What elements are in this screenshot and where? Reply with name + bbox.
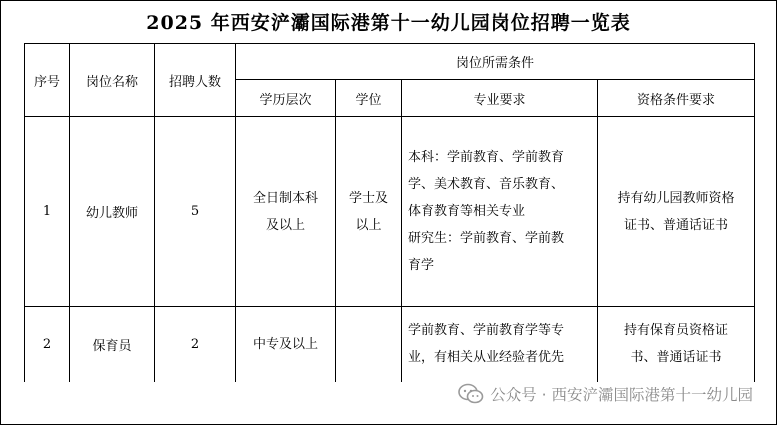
text-line: 持有幼儿园教师资格: [617, 190, 735, 206]
text-line: 研究生：学前教育、学前教: [408, 231, 565, 246]
header-requirements-group: 岗位所需条件: [236, 44, 755, 80]
row-index: 2: [25, 307, 70, 382]
header-degree: 学位: [336, 80, 402, 117]
wechat-icon: [458, 383, 484, 405]
row-index: 1: [25, 117, 70, 307]
text-line: 全日制本科: [252, 190, 318, 206]
text-line: 育学: [408, 258, 435, 273]
text-line: 学前教育、学前教育学等专: [408, 323, 565, 339]
text-line: 学士及: [348, 190, 388, 206]
text-line: 体育教育等相关专业: [408, 204, 526, 219]
text-line: 学、美术教育、音乐教育、: [408, 177, 565, 192]
text-line: 及以上: [265, 217, 305, 233]
text-line: 本科：学前教育、学前教育: [408, 150, 565, 165]
watermark-text: 公众号 · 西安浐灞国际港第十一幼儿园: [490, 386, 753, 404]
text-line: 以上: [355, 217, 382, 233]
table-row: [25, 307, 755, 382]
text-line: 书、普通话证书: [630, 350, 722, 366]
row-degree: [336, 307, 402, 382]
row-qualification: [598, 307, 755, 382]
row-position: 保育员: [70, 307, 155, 382]
text-line: 持有保育员资格证: [623, 323, 728, 339]
header-count: 招聘人数: [155, 44, 236, 117]
row-count: 5: [155, 117, 236, 307]
table-row: [25, 117, 755, 307]
row-major: [402, 307, 598, 382]
row-major: [402, 117, 598, 307]
page-title: 2025 年西安浐灞国际港第十一幼儿园岗位招聘一览表: [146, 12, 631, 34]
row-count: 2: [155, 307, 236, 382]
row-education: [236, 307, 336, 382]
header-qualification: 资格条件要求: [598, 80, 755, 117]
watermark: [458, 383, 753, 405]
text-line: 证书、普通话证书: [623, 217, 728, 233]
header-major: 专业要求: [402, 80, 598, 117]
row-degree: [336, 117, 402, 307]
row-qualification: [598, 117, 755, 307]
text-line: 业，有相关从业经验者优先: [408, 350, 565, 366]
header-education: 学历层次: [236, 80, 336, 117]
text-line: 中专及以上: [252, 336, 318, 352]
row-education: [236, 117, 336, 307]
header-position: 岗位名称: [70, 44, 155, 117]
header-index: 序号: [25, 44, 70, 117]
row-position: 幼儿教师: [70, 117, 155, 307]
recruitment-table: [24, 43, 755, 382]
